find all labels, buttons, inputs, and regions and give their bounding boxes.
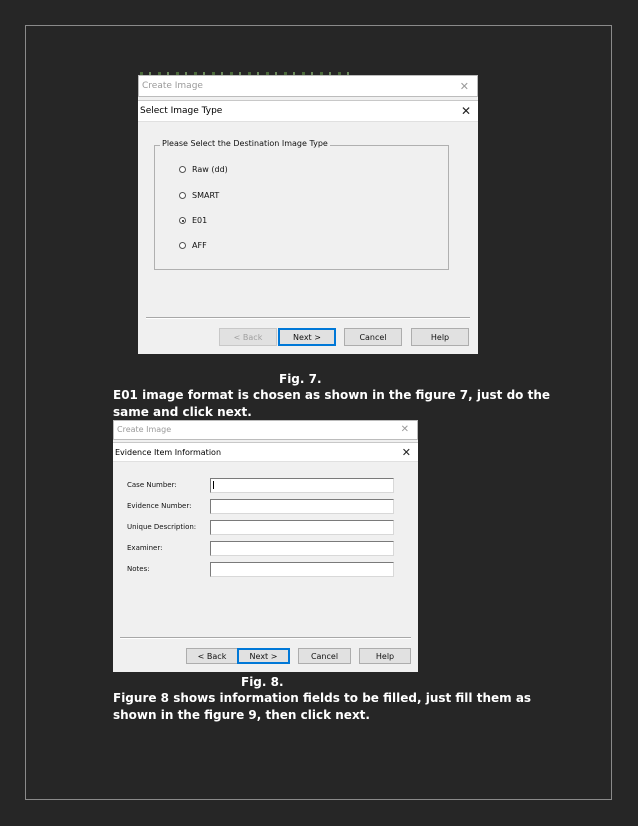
dialog-title: Select Image Type (140, 106, 223, 116)
window-close-icon[interactable]: ✕ (400, 424, 409, 435)
dialog-close-icon[interactable]: ✕ (401, 446, 411, 459)
radio-button-icon (179, 242, 186, 249)
radio-aff[interactable] (179, 241, 207, 250)
dialog-titlebar (113, 442, 418, 462)
fig7-description: E01 image format is chosen as shown in the figure 7, just do the same and click next. (113, 388, 551, 419)
window-title: Create Image (142, 81, 203, 91)
fig7-screenshot (138, 75, 478, 354)
text-caret (213, 481, 214, 489)
case-number-label: Case Number: (127, 481, 177, 489)
window-titlebar (113, 420, 418, 440)
cancel-button[interactable]: Cancel (298, 648, 351, 664)
help-button[interactable]: Help (411, 328, 469, 346)
fig7-caption: Fig. 7. (279, 372, 322, 386)
back-button[interactable]: < Back (219, 328, 277, 346)
radio-label: E01 (192, 216, 208, 225)
help-button[interactable]: Help (359, 648, 411, 664)
radio-smart[interactable] (179, 191, 219, 200)
fig8-caption: Fig. 8. (241, 675, 284, 689)
back-button[interactable]: < Back (186, 648, 238, 664)
dialog-title: Evidence Item Information (115, 448, 222, 457)
radio-raw-dd[interactable] (179, 165, 228, 174)
fig8-screenshot (113, 420, 418, 672)
radio-label: AFF (192, 241, 207, 250)
next-button[interactable]: Next > (278, 328, 336, 346)
radio-button-selected-icon (179, 217, 186, 224)
radio-e01[interactable] (179, 216, 207, 225)
fig8-description: Figure 8 shows information fields to be filled, just fill them as shown in the figure 9, then click next. (113, 691, 532, 722)
examiner-field[interactable] (210, 541, 394, 556)
notes-field[interactable] (210, 562, 394, 577)
dialog-titlebar (138, 100, 478, 122)
window-titlebar (138, 75, 478, 97)
radio-label: SMART (192, 191, 220, 200)
image-type-group (154, 139, 449, 270)
evidence-number-field[interactable] (210, 499, 394, 514)
notes-label: Notes: (127, 565, 150, 573)
button-separator (120, 637, 411, 639)
window-title: Create Image (117, 425, 172, 434)
radio-button-icon (179, 192, 186, 199)
evidence-number-label: Evidence Number: (127, 502, 192, 510)
window-close-icon[interactable]: ✕ (459, 80, 469, 93)
unique-description-label: Unique Description: (127, 523, 197, 531)
radio-button-icon (179, 166, 186, 173)
group-label: Please Select the Destination Image Type (162, 139, 328, 148)
case-number-field[interactable] (210, 478, 394, 493)
cancel-button[interactable]: Cancel (344, 328, 402, 346)
unique-description-field[interactable] (210, 520, 394, 535)
radio-label: Raw (dd) (192, 165, 228, 174)
next-button[interactable]: Next > (237, 648, 290, 664)
examiner-label: Examiner: (127, 544, 163, 552)
dialog-close-icon[interactable]: ✕ (460, 104, 471, 118)
button-separator (146, 317, 470, 319)
